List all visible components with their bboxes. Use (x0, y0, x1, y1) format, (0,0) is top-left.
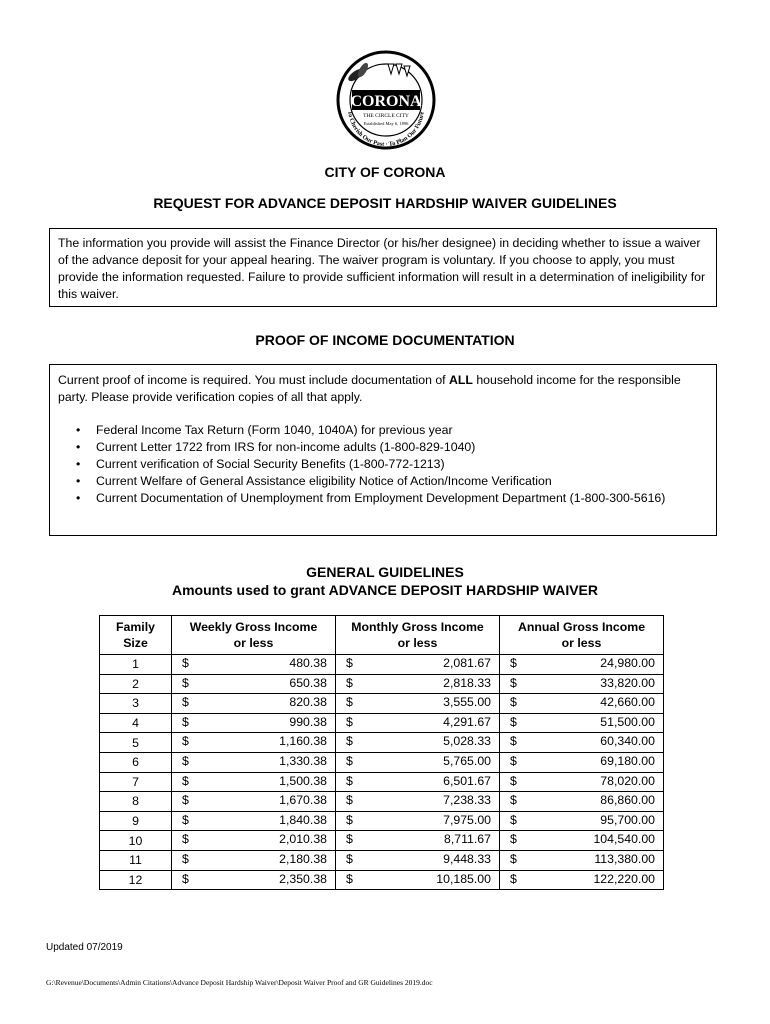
currency-symbol: $ (182, 714, 189, 729)
amount-value: 2,350.38 (279, 871, 327, 886)
proof-list (58, 422, 708, 507)
amount-value: 69,180.00 (600, 753, 655, 768)
city-title: CITY OF CORONA (324, 164, 446, 180)
monthly-income-cell (336, 674, 500, 694)
monthly-income-cell (336, 655, 500, 675)
annual-income-cell (500, 752, 664, 772)
currency-symbol: $ (346, 812, 353, 827)
currency-symbol: $ (182, 675, 189, 690)
monthly-income-cell (336, 870, 500, 890)
currency-symbol: $ (346, 793, 353, 808)
weekly-income-cell (172, 733, 336, 753)
amount-value: 2,010.38 (279, 832, 327, 847)
amount-value: 2,081.67 (443, 656, 491, 670)
amount-value: 122,220.00 (593, 871, 655, 886)
monthly-income-cell (336, 792, 500, 812)
amount-value: 650.38 (289, 675, 327, 690)
weekly-income-cell (172, 792, 336, 812)
monthly-income-cell (336, 850, 500, 870)
amount-value: 480.38 (289, 656, 327, 670)
annual-income-cell (500, 733, 664, 753)
header-annual: Annual Gross Income or less (500, 616, 664, 655)
table-row (100, 733, 664, 753)
list-item: • Current Welfare of General Assistance eligibility Notice of Action/Income Verification (96, 473, 708, 490)
amount-value: 1,160.38 (279, 734, 327, 749)
list-item: • Federal Income Tax Return (Form 1040, 1040A) for previous year (96, 422, 708, 439)
amount-value: 8,711.67 (444, 832, 491, 847)
amount-value: 6,501.67 (443, 773, 491, 788)
family-size-cell: 12 (100, 870, 172, 890)
monthly-income-cell (336, 694, 500, 714)
amount-value: 2,818.33 (443, 675, 491, 690)
amount-value: 42,660.00 (600, 695, 655, 710)
family-size-cell: 4 (100, 713, 172, 733)
monthly-income-cell (336, 713, 500, 733)
monthly-income-cell (336, 772, 500, 792)
currency-symbol: $ (182, 851, 189, 866)
amount-value: 10,185.00 (436, 871, 491, 886)
currency-symbol: $ (346, 871, 353, 886)
currency-symbol: $ (510, 773, 517, 788)
amount-value: 33,820.00 (600, 675, 655, 690)
table-body (100, 655, 664, 890)
amount-value: 1,670.38 (279, 793, 327, 808)
amount-value: 990.38 (289, 714, 327, 729)
intro-box (49, 228, 717, 307)
list-item: • Current Letter 1722 from IRS for non-income adults (1-800-829-1040) (96, 439, 708, 456)
amount-value: 9,448.33 (443, 851, 491, 866)
currency-symbol: $ (510, 695, 517, 710)
currency-symbol: $ (182, 773, 189, 788)
proof-intro: Current proof of income is required. You must include documentation of ALL household income for the responsible party. Please provide verification copies of all that apply. (58, 373, 681, 404)
proof-box (49, 364, 717, 536)
logo-motto: To Cherish Our Past · To Plan Our Future (346, 110, 426, 149)
currency-symbol: $ (510, 753, 517, 768)
city-seal-logo (336, 50, 436, 150)
list-item: • Current Documentation of Unemployment from Employment Development Department (1-800-300-5616) (96, 490, 708, 507)
currency-symbol: $ (346, 695, 353, 710)
weekly-income-cell (172, 831, 336, 851)
monthly-income-cell (336, 831, 500, 851)
currency-symbol: $ (182, 832, 189, 847)
table-row (100, 655, 664, 675)
logo-established: Established May 6, 1896 (363, 121, 409, 126)
intro-text: The information you provide will assist the Finance Director (or his/her designee) in deciding whether to issue a waiver of the advance deposit for your appeal hearing. The waiver program is voluntary. If you choose to apply, you must provide the information requested. Failure to provide sufficient information will result in a determination of ineligibility for this waiver. (58, 236, 706, 301)
income-guidelines-table (99, 615, 664, 890)
amount-value: 95,700.00 (600, 812, 655, 827)
currency-symbol: $ (182, 656, 189, 670)
family-size-cell: 8 (100, 792, 172, 812)
currency-symbol: $ (510, 714, 517, 729)
header-weekly: Weekly Gross Income or less (172, 616, 336, 655)
amount-value: 7,975.00 (443, 812, 491, 827)
currency-symbol: $ (182, 753, 189, 768)
amount-value: 24,980.00 (600, 656, 655, 670)
currency-symbol: $ (346, 773, 353, 788)
updated-date: Updated 07/2019 (46, 942, 123, 953)
family-size-cell: 6 (100, 752, 172, 772)
amount-value: 7,238.33 (443, 793, 491, 808)
family-size-cell: 3 (100, 694, 172, 714)
amount-value: 820.38 (289, 695, 327, 710)
table-row (100, 772, 664, 792)
currency-symbol: $ (182, 812, 189, 827)
currency-symbol: $ (346, 832, 353, 847)
amount-value: 113,380.00 (594, 851, 655, 866)
currency-symbol: $ (346, 851, 353, 866)
weekly-income-cell (172, 655, 336, 675)
weekly-income-cell (172, 752, 336, 772)
logo-name: CORONA (350, 93, 422, 110)
list-item: • Current verification of Social Security Benefits (1-800-772-1213) (96, 456, 708, 473)
family-size-cell: 1 (100, 655, 172, 675)
amount-value: 5,765.00 (443, 753, 491, 768)
amount-value: 1,330.38 (279, 753, 327, 768)
currency-symbol: $ (346, 734, 353, 749)
currency-symbol: $ (182, 871, 189, 886)
header-family-size: Family Size (100, 616, 172, 655)
currency-symbol: $ (346, 675, 353, 690)
file-path: G:\Revenue\Documents\Admin Citations\Advance Deposit Hardship Waiver\Deposit Waiver Proof and GR Guidelines 2019.doc (46, 978, 433, 987)
monthly-income-cell (336, 752, 500, 772)
amount-value: 4,291.67 (443, 714, 491, 729)
table-row (100, 752, 664, 772)
currency-symbol: $ (182, 734, 189, 749)
amount-value: 1,840.38 (279, 812, 327, 827)
family-size-cell: 10 (100, 831, 172, 851)
weekly-income-cell (172, 772, 336, 792)
family-size-cell: 5 (100, 733, 172, 753)
amount-value: 2,180.38 (279, 851, 327, 866)
amount-value: 104,540.00 (593, 832, 655, 847)
family-size-cell: 9 (100, 811, 172, 831)
annual-income-cell (500, 674, 664, 694)
currency-symbol: $ (510, 812, 517, 827)
table-header-row (100, 616, 664, 655)
weekly-income-cell (172, 850, 336, 870)
annual-income-cell (500, 831, 664, 851)
annual-income-cell (500, 694, 664, 714)
annual-income-cell (500, 811, 664, 831)
guidelines-subheading: Amounts used to grant ADVANCE DEPOSIT HARDSHIP WAIVER (172, 582, 598, 598)
currency-symbol: $ (182, 695, 189, 710)
amount-value: 1,500.38 (279, 773, 327, 788)
amount-value: 51,500.00 (600, 714, 655, 729)
amount-value: 60,340.00 (600, 734, 655, 749)
currency-symbol: $ (510, 656, 517, 670)
table-row (100, 811, 664, 831)
currency-symbol: $ (510, 675, 517, 690)
currency-symbol: $ (346, 714, 353, 729)
table-row (100, 850, 664, 870)
monthly-income-cell (336, 811, 500, 831)
guidelines-heading: GENERAL GUIDELINES (306, 564, 464, 580)
weekly-income-cell (172, 811, 336, 831)
weekly-income-cell (172, 713, 336, 733)
header-monthly: Monthly Gross Income or less (336, 616, 500, 655)
proof-heading: PROOF OF INCOME DOCUMENTATION (255, 332, 515, 348)
currency-symbol: $ (510, 832, 517, 847)
annual-income-cell (500, 772, 664, 792)
family-size-cell: 7 (100, 772, 172, 792)
table-row (100, 870, 664, 890)
annual-income-cell (500, 792, 664, 812)
amount-value: 86,860.00 (600, 793, 655, 808)
table-row (100, 831, 664, 851)
annual-income-cell (500, 655, 664, 675)
annual-income-cell (500, 870, 664, 890)
currency-symbol: $ (510, 734, 517, 749)
table-row (100, 792, 664, 812)
currency-symbol: $ (510, 851, 517, 866)
document-title: REQUEST FOR ADVANCE DEPOSIT HARDSHIP WAIVER GUIDELINES (153, 195, 617, 211)
annual-income-cell (500, 713, 664, 733)
family-size-cell: 11 (100, 850, 172, 870)
currency-symbol: $ (510, 871, 517, 886)
currency-symbol: $ (346, 753, 353, 768)
weekly-income-cell (172, 694, 336, 714)
table-row (100, 713, 664, 733)
weekly-income-cell (172, 674, 336, 694)
amount-value: 3,555.00 (443, 695, 491, 710)
family-size-cell: 2 (100, 674, 172, 694)
table-row (100, 694, 664, 714)
lily-icon (388, 64, 410, 76)
annual-income-cell (500, 850, 664, 870)
currency-symbol: $ (346, 656, 353, 670)
weekly-income-cell (172, 870, 336, 890)
table-row (100, 674, 664, 694)
monthly-income-cell (336, 733, 500, 753)
logo-tagline: THE CIRCLE CITY (363, 113, 409, 119)
amount-value: 78,020.00 (600, 773, 655, 788)
amount-value: 5,028.33 (443, 734, 491, 749)
currency-symbol: $ (510, 793, 517, 808)
currency-symbol: $ (182, 793, 189, 808)
